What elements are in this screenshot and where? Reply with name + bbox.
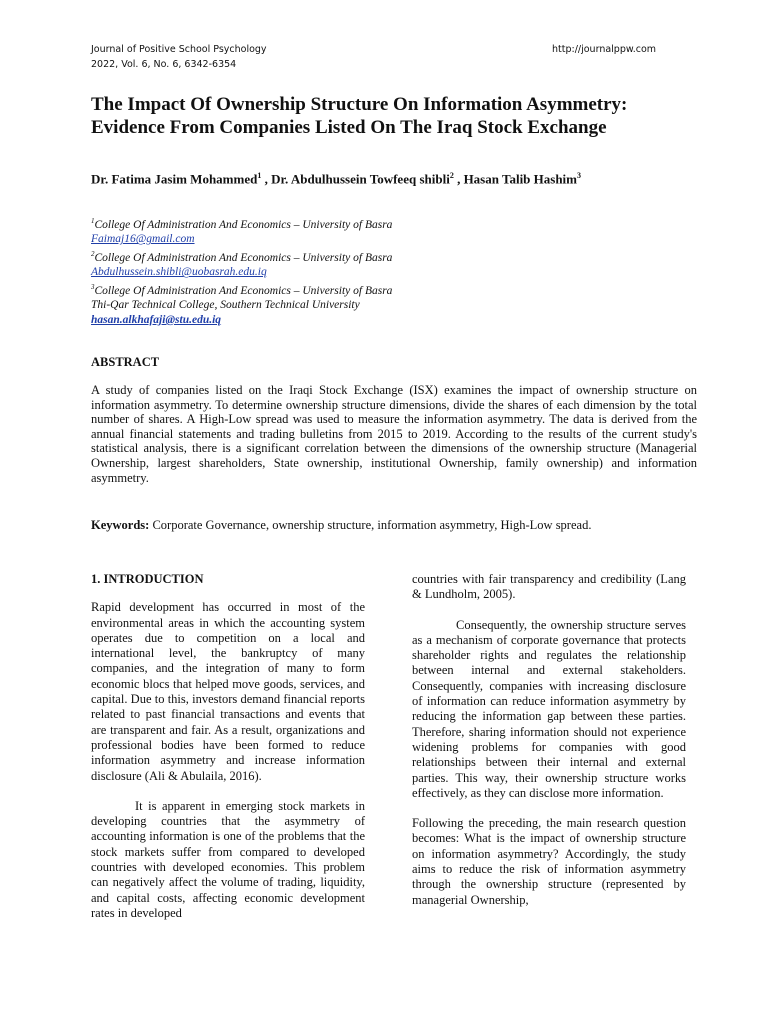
- affiliations: [91, 214, 591, 328]
- body-paragraph: Following the preceding, the main research question becomes: What is the impact of ownership structure on information asymmetry? Accordingly, the study aims to reduce the risk of information asymmetry through the ownership structure (represented by managerial Ownership,: [412, 816, 686, 907]
- email-link-2[interactable]: Abdulhussein.shibli@uobasrah.edu.iq: [91, 266, 267, 279]
- affiliation-1-sup: 1: [91, 217, 95, 225]
- journal-name: Journal of Positive School Psychology: [91, 44, 267, 55]
- affiliation-1: [91, 214, 591, 232]
- keywords-text: Corporate Governance, ownership structure, information asymmetry, High-Low spread.: [149, 518, 592, 532]
- journal-url[interactable]: http://journalppw.com: [552, 44, 657, 55]
- body-paragraph: Rapid development has occurred in most of the environmental areas in which the accounting system operates due to competition on a local and international level, the bankruptcy of many companies, and the integration of many to form economic blocs that helped move goods, services, and capital. Due to this, investors demand financial reports related to past financial transactions and events that are transparent and fair. As a result, organizations and professional bodies have been formed to reduce information asymmetry and increase information disclosure (Ali & Abulaila, 2016).: [91, 600, 365, 783]
- body-column-right: [412, 572, 686, 908]
- author-3-sup: 3: [577, 171, 582, 180]
- author-3: Hasan Talib Hashim: [463, 171, 578, 187]
- affiliation-2-text: College Of Administration And Economics – University of Basra: [94, 251, 393, 264]
- paper-title: The Impact Of Ownership Structure On Information Asymmetry: Evidence From Companies Listed On The Iraq Stock Exchange: [91, 94, 628, 138]
- journal-volume: 2022, Vol. 6, No. 6, 6342-6354: [91, 59, 237, 70]
- email-link-3[interactable]: hasan.alkhafaji@stu.edu.iq: [91, 314, 222, 327]
- body-paragraph: It is apparent in emerging stock markets in developing countries that the asymmetry of accounting information is one of the problems that the stock markets suffer from compared to developed countries with developed economies. This problem can negatively affect the volume of trading, liquidity, and capital costs, affecting economic development rates in developed: [91, 798, 365, 920]
- abstract-text: A study of companies listed on the Iraqi Stock Exchange (ISX) examines the impact of ownership structure on information asymmetry. To determine ownership structure dimensions, divide the shares of each dimension by the total number of shares. A High-Low spread was used to measure the information asymmetry. The data is derived from the annual financial statements and trading bulletins from 2015 to 2019. According to the results of the current study's statistical analysis, there is a significant correlation between the dimensions of the ownership structure (Managerial Ownership, largest shareholders, State ownership, institutional Ownership, family ownership) and information asymmetry.: [91, 383, 697, 485]
- author-separator: ,: [261, 171, 272, 187]
- body-column-left: [91, 572, 365, 921]
- author-1: Dr. Fatima Jasim Mohammed: [91, 171, 258, 187]
- author-separator: ,: [453, 171, 464, 187]
- author-list: [91, 167, 691, 187]
- affiliation-3-text: College Of Administration And Economics – University of Basra: [94, 284, 393, 297]
- affiliation-2-sup: 2: [91, 250, 95, 259]
- keywords-line: [91, 518, 697, 533]
- section-heading-introduction: 1. INTRODUCTION: [91, 572, 204, 586]
- affiliation-3: [91, 280, 591, 298]
- affiliation-3-secondary: Thi-Qar Technical College, Southern Technical University: [91, 299, 360, 312]
- affiliation-2: [91, 247, 591, 265]
- email-link-1[interactable]: Faimaj16@gmail.com: [91, 233, 195, 246]
- author-2: Dr. Abdulhussein Towfeeq shibli: [271, 171, 450, 187]
- author-1-sup: 1: [257, 171, 262, 180]
- body-paragraph: countries with fair transparency and credibility (Lang & Lundholm, 2005).: [412, 572, 686, 602]
- affiliation-3-sup: 3: [91, 283, 95, 292]
- body-paragraph: Consequently, the ownership structure serves as a mechanism of corporate governance that protects shareholder rights and regulates the relationship between internal and external stakeholders. Consequently, companies with increasing disclosure of information can reduce information asymmetry by reducing the information gap between these parties. Therefore, sharing information should not experience widening problems for companies with good relationships between their internal and external parties. This way, their ownership structure works effectively, as they can disclose more information.: [412, 617, 686, 800]
- author-2-sup: 2: [449, 171, 454, 180]
- abstract-heading: ABSTRACT: [91, 355, 160, 369]
- journal-header: [91, 42, 267, 72]
- affiliation-1-text: College Of Administration And Economics – University of Basra: [94, 218, 393, 231]
- keywords-label: Keywords:: [91, 518, 150, 532]
